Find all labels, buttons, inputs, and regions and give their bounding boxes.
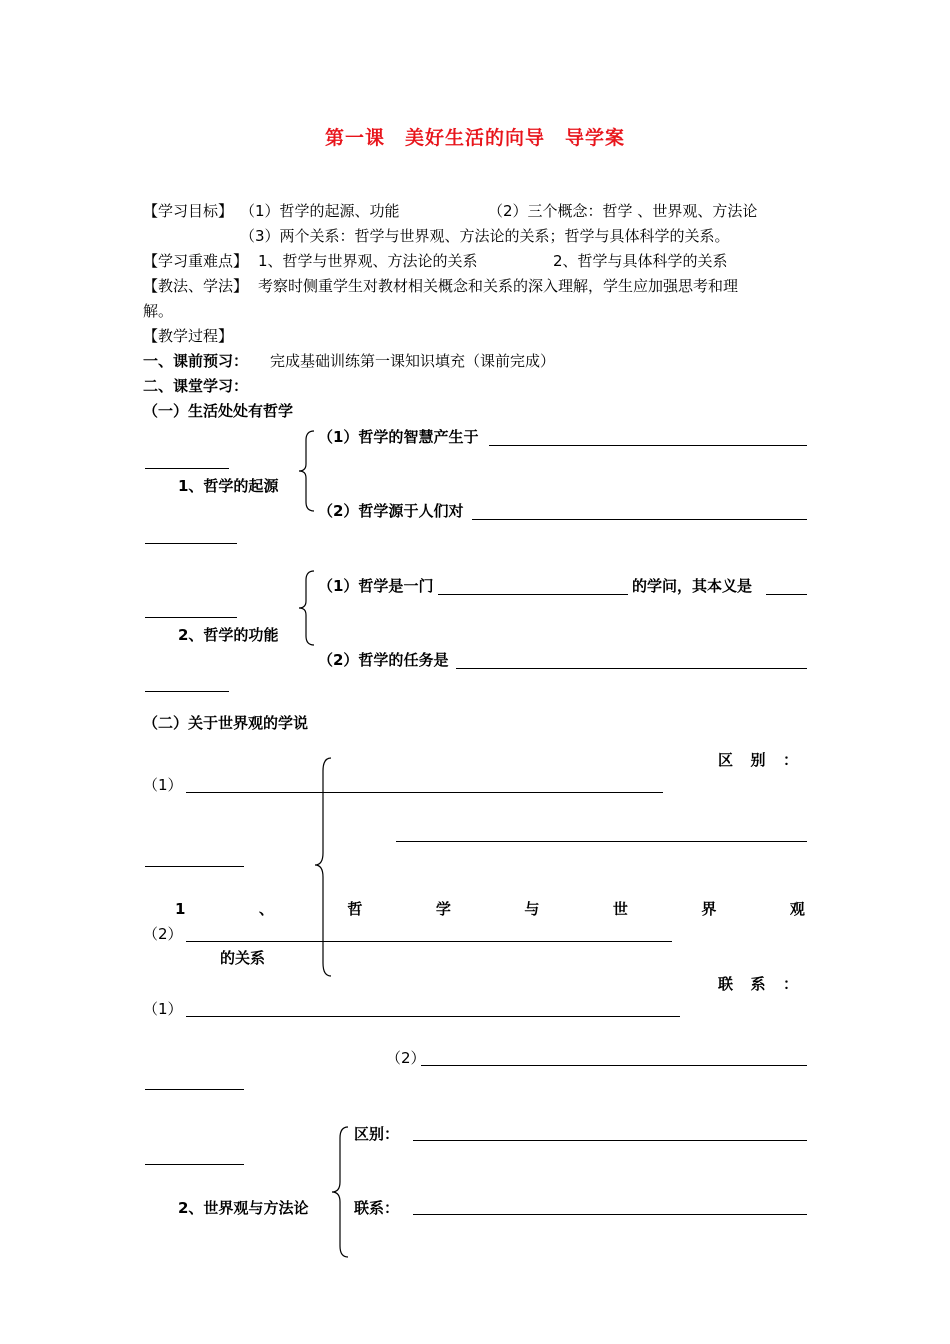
- relation-label-char: 与: [524, 900, 540, 918]
- function-brace: [298, 570, 318, 646]
- page-title: 第一课 美好生活的向导 导学案: [324, 127, 625, 149]
- relation-diff-blank-2-cont[interactable]: [145, 866, 244, 867]
- process-label: 【教学过程】: [143, 327, 234, 345]
- worldview-method-diff-blank-cont[interactable]: [145, 1164, 244, 1165]
- section2-heading: （二）关于世界观的学说: [143, 714, 309, 732]
- origin-blank-1-cont[interactable]: [145, 468, 229, 469]
- relation-label-char: 学: [435, 900, 451, 918]
- methods-label: 【教法、学法】: [143, 277, 249, 295]
- function-blank-3-cont[interactable]: [145, 691, 229, 692]
- relation-label-char: 1: [175, 900, 186, 918]
- function-item-1a: （1）哲学是一门: [318, 577, 434, 595]
- relation-label-char: 世: [612, 900, 628, 918]
- relation-link-char: ：: [782, 975, 798, 993]
- methods-text-1: 考察时侧重学生对教材相关概念和关系的深入理解，学生应加强思考和理: [258, 277, 739, 295]
- function-blank-2-cont[interactable]: [145, 617, 237, 618]
- worldview-method-brace: [330, 1126, 352, 1258]
- preview-text: 完成基础训练第一课知识填充（课前完成）: [270, 352, 556, 370]
- relation-diff-label: [718, 750, 798, 770]
- relation-link-blank-2[interactable]: [421, 1065, 807, 1066]
- relation-diff-n1: （1）: [143, 776, 183, 794]
- relation-diff-n2: （2）: [143, 925, 183, 943]
- relation-link-blank-2-cont[interactable]: [145, 1089, 244, 1090]
- classroom-label: 二、课堂学习：: [143, 377, 249, 395]
- relation-diff-blank-2[interactable]: [396, 841, 807, 842]
- objectives-label: 【学习目标】: [143, 202, 234, 220]
- relation-diff-blank-1[interactable]: [186, 792, 663, 793]
- objective-1: （1）哲学的起源、功能: [240, 202, 400, 220]
- relation-brace: [313, 757, 335, 977]
- key-point-2: 2、哲学与具体科学的关系: [553, 252, 728, 270]
- worldview-method-label: 2、世界观与方法论: [178, 1199, 309, 1217]
- relation-link-char: 联: [718, 975, 734, 993]
- relation-link-n2: （2）: [386, 1049, 426, 1067]
- relation-label-char: 、: [258, 900, 274, 918]
- worldview-method-diff-blank[interactable]: [413, 1140, 807, 1141]
- function-blank-2[interactable]: [766, 594, 807, 595]
- relation-label-char: 界: [701, 900, 717, 918]
- relation-diff-char: 区: [718, 751, 734, 769]
- relation-link-label: [718, 974, 798, 994]
- worldview-method-diff: 区别：: [354, 1125, 400, 1143]
- relation-label: [175, 899, 805, 919]
- relation-link-n1: （1）: [143, 1000, 183, 1018]
- worldview-method-link: 联系：: [354, 1199, 400, 1217]
- relation-label-end: 的关系: [220, 949, 266, 967]
- origin-label: 1、哲学的起源: [178, 477, 279, 495]
- origin-blank-1[interactable]: [489, 445, 807, 446]
- origin-item-2: （2）哲学源于人们对: [318, 502, 464, 520]
- preview-label: 一、课前预习：: [143, 352, 249, 370]
- relation-diff-char: ：: [782, 751, 798, 769]
- function-label: 2、哲学的功能: [178, 626, 279, 644]
- methods-text-2: 解。: [143, 302, 174, 320]
- objective-2: （2）三个概念：哲学 、世界观、方法论: [488, 202, 758, 220]
- section1-heading: （一）生活处处有哲学: [143, 402, 294, 420]
- relation-link-blank-1[interactable]: [186, 1016, 680, 1017]
- key-points-label: 【学习重难点】: [143, 252, 249, 270]
- relation-label-char: 哲: [347, 900, 363, 918]
- function-item-1b: 的学问，其本义是: [632, 577, 753, 595]
- relation-diff-char: 别: [750, 751, 766, 769]
- function-item-2: （2）哲学的任务是: [318, 651, 449, 669]
- key-point-1: 1、哲学与世界观、方法论的关系: [258, 252, 478, 270]
- worldview-method-link-blank[interactable]: [413, 1214, 807, 1215]
- origin-blank-2-cont[interactable]: [145, 543, 237, 544]
- relation-link-char: 系: [750, 975, 766, 993]
- relation-label-char: 观: [789, 900, 805, 918]
- relation-diff-blank-3[interactable]: [186, 941, 672, 942]
- origin-item-1: （1）哲学的智慧产生于: [318, 428, 479, 446]
- function-blank-3[interactable]: [456, 668, 807, 669]
- function-blank-1[interactable]: [438, 594, 628, 595]
- origin-blank-2[interactable]: [472, 519, 807, 520]
- objective-3: （3）两个关系：哲学与世界观、方法论的关系；哲学与具体科学的关系。: [240, 227, 730, 245]
- origin-brace: [298, 430, 318, 512]
